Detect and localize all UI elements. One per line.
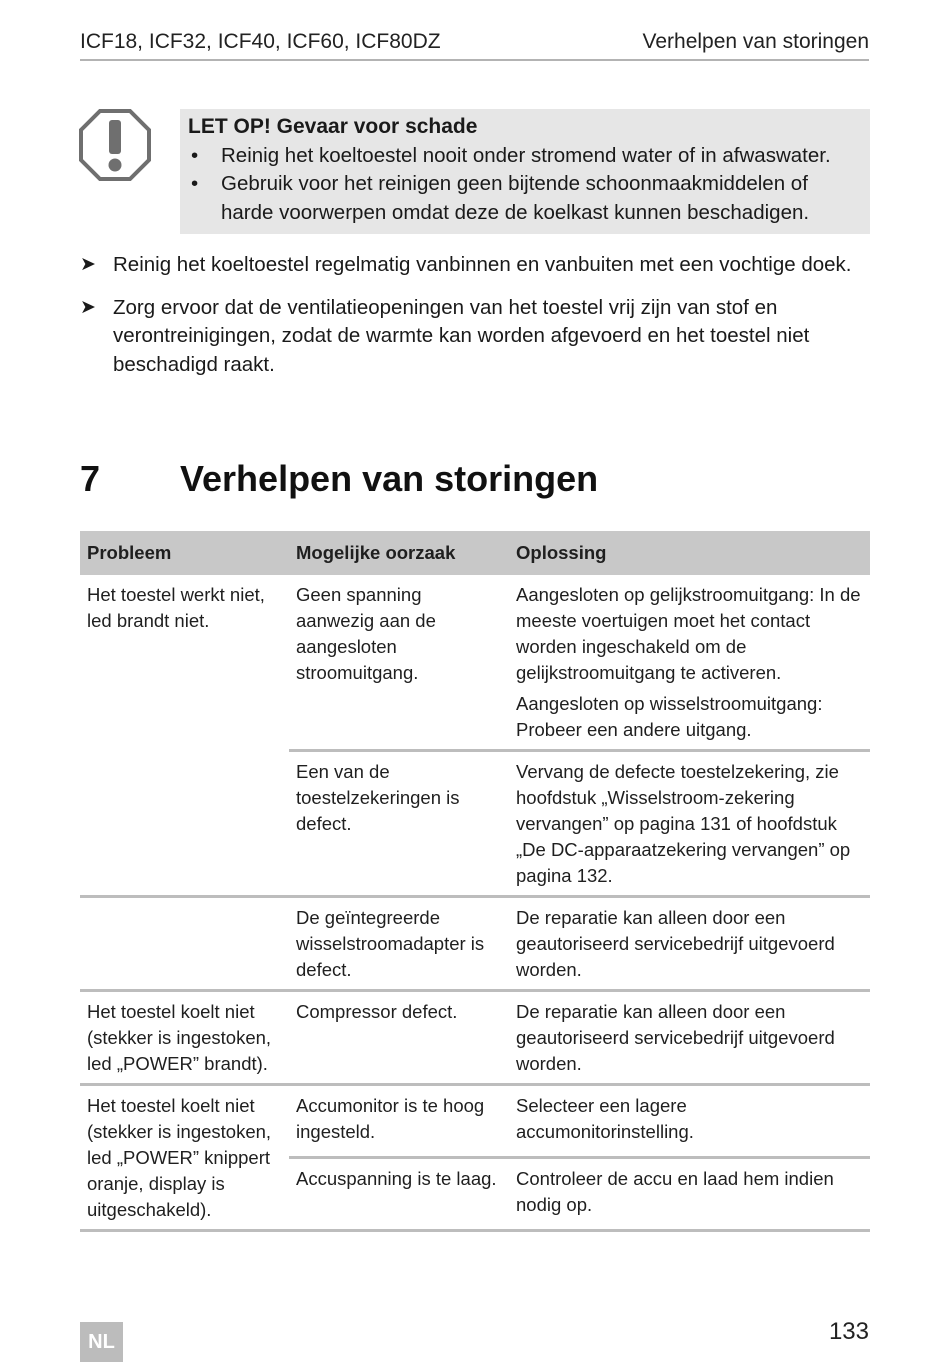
table-row xyxy=(80,991,870,1085)
problem-cell: Het toestel koelt niet (stekker is ingestoken, led „POWER” brandt). xyxy=(80,991,289,1085)
page-header xyxy=(80,30,869,61)
problem-cell xyxy=(80,897,289,991)
arrow-bullet-icon: ➤ xyxy=(80,296,96,318)
solution-cell: Controleer de accu en laad hem indien nodig op. xyxy=(509,1158,870,1231)
warning-item xyxy=(188,142,862,171)
bullet: • xyxy=(191,143,199,167)
problem-cell: Het toestel koelt niet (stekker is ingestoken, led „POWER” knippert oranje, display is uitgeschakeld). xyxy=(80,1085,289,1231)
cause-cell: Compressor defect. xyxy=(289,991,509,1085)
arrow-bullet-icon: ➤ xyxy=(80,254,96,275)
header-section: Verhelpen van storingen xyxy=(642,30,869,53)
header-models: ICF18, ICF32, ICF40, ICF60, ICF80DZ xyxy=(80,30,441,53)
warning-item-text: Gebruik voor het reinigen geen bijtende schoonmaakmiddelen of harde voorwerpen omdat deze de koelkast kunnen beschadigen. xyxy=(221,172,810,224)
section-heading xyxy=(80,458,870,506)
warning-octagon-icon xyxy=(78,108,152,182)
warning-title: LET OP! Gevaar voor schade xyxy=(188,115,478,138)
section-title: Verhelpen van storingen xyxy=(180,458,599,499)
solution-cell: Selecteer een lagere accumonitorinstelling. xyxy=(509,1085,870,1158)
bullet: • xyxy=(191,172,199,195)
cause-cell: Een van de toestelzekeringen is defect. xyxy=(289,751,509,897)
solution-paragraph: Aangesloten op wisselstroomuitgang: Probeer een andere uitgang. xyxy=(516,693,823,740)
cause-cell: Accuspanning is te laag. xyxy=(289,1158,509,1231)
warning-box xyxy=(180,109,870,234)
instruction-step-text: Reinig het koeltoestel regelmatig vanbinnen en vanbuiten met een vochtige doek. xyxy=(113,253,852,276)
problem-cell: Het toestel werkt niet, led brandt niet. xyxy=(87,584,265,631)
solution-cell xyxy=(509,575,870,751)
warning-item-text: Reinig het koeltoestel nooit onder stromend water of in afwaswater. xyxy=(221,143,831,167)
column-header-solution: Oplossing xyxy=(509,531,870,575)
instruction-step xyxy=(80,251,870,280)
table-header-row xyxy=(80,531,870,575)
table-row xyxy=(80,1085,870,1158)
table-row xyxy=(80,575,870,751)
instruction-step-text: Zorg ervoor dat de ventilatieopeningen van het toestel vrij zijn van stof en verontreinigingen, zodat de warmte kan worden afgevoerd en het toestel niet beschadigd raakt. xyxy=(113,295,810,376)
solution-cell: De reparatie kan alleen door een geautoriseerd servicebedrijf uitgevoerd worden. xyxy=(509,991,870,1085)
cause-cell: Accumonitor is te hoog ingesteld. xyxy=(289,1085,509,1158)
cause-cell: Geen spanning aanwezig aan de aangesloten stroomuitgang. xyxy=(296,584,436,683)
language-badge: NL xyxy=(80,1322,123,1362)
section-number: 7 xyxy=(80,458,101,499)
instruction-steps xyxy=(80,251,870,393)
troubleshooting-table xyxy=(80,531,870,1232)
solution-cell: De reparatie kan alleen door een geautoriseerd servicebedrijf uitgevoerd worden. xyxy=(509,897,870,991)
cause-cell: De geïntegreerde wisselstroomadapter is defect. xyxy=(289,897,509,991)
solution-cell: Vervang de defecte toestelzekering, zie hoofdstuk „Wisselstroom-zekering vervangen” op pagina 131 of hoofdstuk „De DC-apparaatzekering vervangen” op pagina 132. xyxy=(509,751,870,897)
table-row xyxy=(80,897,870,991)
instruction-step xyxy=(80,294,870,380)
column-header-cause: Mogelijke oorzaak xyxy=(289,531,509,575)
page-number: 133 xyxy=(828,1318,869,1345)
column-header-problem: Probleem xyxy=(80,531,289,575)
warning-item xyxy=(188,170,862,227)
solution-paragraph: Aangesloten op gelijkstroomuitgang: In de meeste voertuigen moet het contact worden ingeschakeld om de gelijkstroomuitgang te activeren. xyxy=(516,584,861,683)
